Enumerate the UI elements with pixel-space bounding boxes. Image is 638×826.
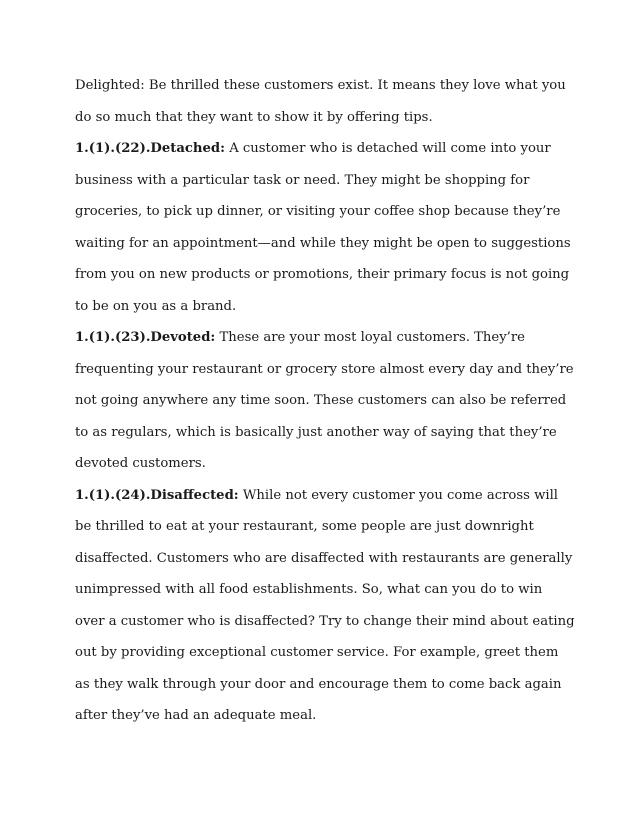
paragraph-devoted — [75, 322, 575, 480]
paragraph-delighted-text: Delighted: Be thrilled these customers exist. It means they love what you do so much that they want to show it by offering tips. — [75, 78, 566, 125]
definition-detached: A customer who is detached will come into your business with a particular task or need. They might be shopping for groceries, to pick up dinner, or visiting your coffee shop because they’re waiting for an appointment—and while they might be open to suggestions from you on new products or promotions, their primary focus is not going to be on you as a brand. — [75, 141, 571, 314]
term-disaffected: 1.(1).(24).Disaffected: — [75, 487, 239, 503]
term-detached: 1.(1).(22).Detached: — [75, 141, 225, 156]
paragraph-disaffected — [75, 480, 575, 732]
term-devoted: 1.(1).(23).Devoted: — [75, 330, 216, 345]
paragraph-delighted — [75, 70, 575, 133]
paragraph-detached — [75, 133, 575, 322]
document-body — [75, 70, 575, 732]
definition-disaffected: While not every customer you come across will be thrilled to eat at your restaurant, some people are just downright disaffected. Customers who are disaffected with restaurants are generally unimpressed with all food establishments. So, what can you do to win over a customer who is disaffected? Try to change their mind about eating out by providing exceptional customer service. For example, greet them as they walk through your door and encourage them to come back again after they’ve had an adequate meal. — [75, 487, 575, 723]
definition-devoted: These are your most loyal customers. They’re frequenting your restaurant or grocery store almost every day and they’re not going anywhere any time soon. These customers can also be referred to as regulars, which is basically just another way of saying that they’re devoted customers. — [75, 330, 574, 471]
